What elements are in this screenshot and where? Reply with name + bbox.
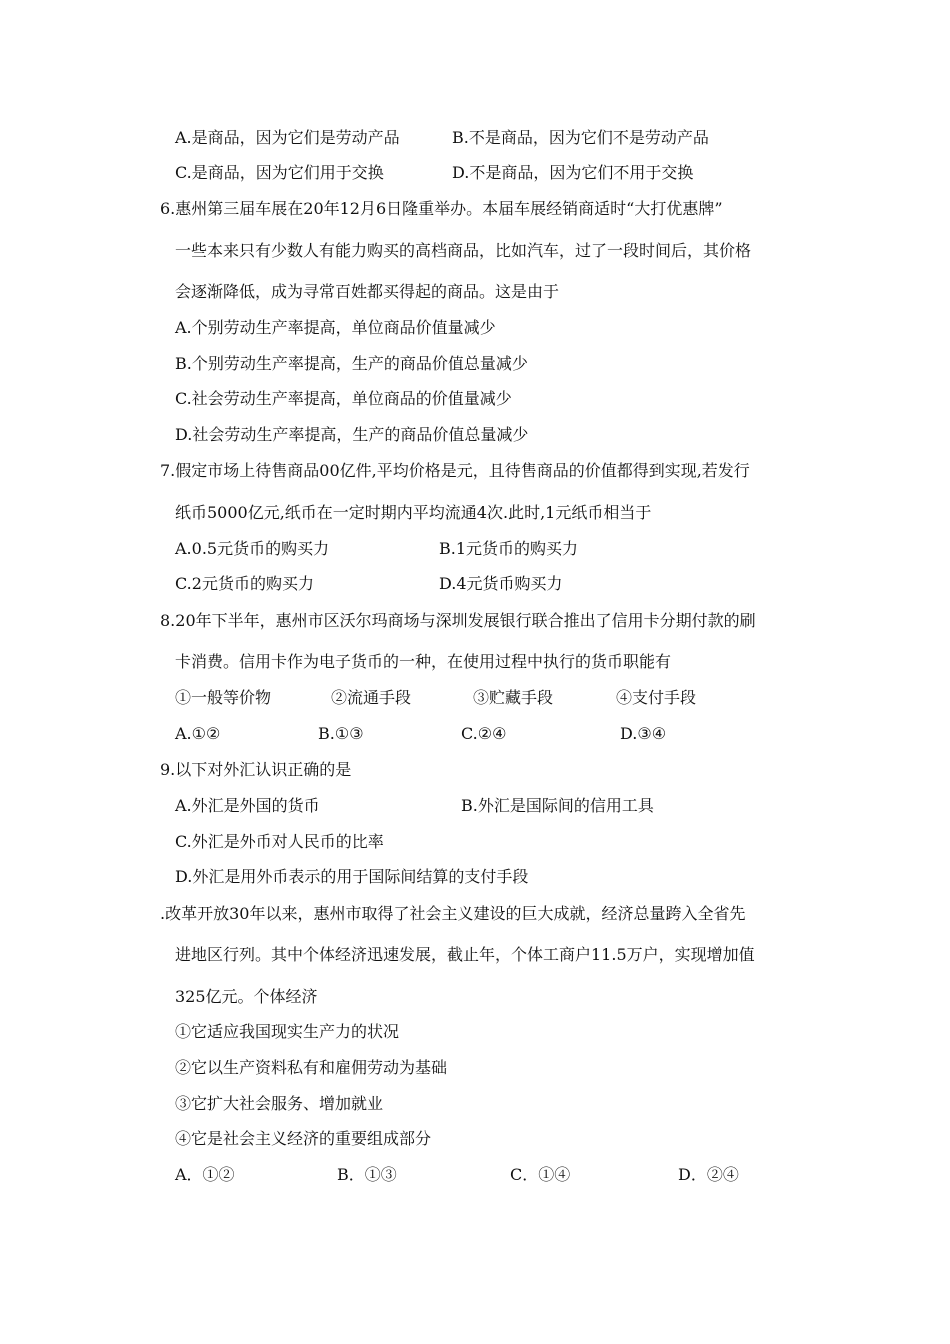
- q7-option-b: B.1元货币的购买力: [439, 539, 579, 558]
- q6-stem-line-2: 一些本来只有少数人有能力购买的高档商品，比如汽车，过了一段时间后，其价格: [175, 241, 752, 260]
- q6-stem-line-1: 6.惠州第三届车展在20年12月6日隆重举办。本届车展经销商适时“大打优惠牌”: [160, 199, 723, 218]
- q8-stem-line-2: 卡消费。信用卡作为电子货币的一种，在使用过程中执行的货币职能有: [175, 652, 672, 671]
- q8-item-4: ④支付手段: [616, 688, 697, 707]
- q8-option-d: D.③④: [620, 724, 667, 743]
- q10-item-1: ①它适应我国现实生产力的状况: [175, 1022, 400, 1041]
- q10-item-2: ②它以生产资料私有和雇佣劳动为基础: [175, 1058, 448, 1077]
- q5-options-row-2: [0, 163, 950, 183]
- q10-option-d: D．②④: [678, 1165, 739, 1184]
- q5-options-row-1: [0, 128, 950, 148]
- q6-stem-line-3: 会逐渐降低，成为寻常百姓都买得起的商品。这是由于: [175, 282, 560, 301]
- q10-option-a: A．①②: [175, 1165, 235, 1184]
- q5-option-b: B.不是商品，因为它们不是劳动产品: [452, 128, 709, 147]
- q8-item-1: ①一般等价物: [175, 688, 272, 707]
- q7-stem-line-1: 7.假定市场上待售商品00亿件,平均价格是元，且待售商品的价值都得到实现,若发行: [160, 461, 750, 480]
- q5-option-d: D.不是商品，因为它们不用于交换: [452, 163, 694, 182]
- q10-item-3: ③它扩大社会服务、增加就业: [175, 1094, 384, 1113]
- q10-item-4: ④它是社会主义经济的重要组成部分: [175, 1129, 432, 1148]
- q6-option-b: B.个别劳动生产率提高，生产的商品价值总量减少: [175, 354, 528, 373]
- q9-option-a: A.外汇是外国的货币: [175, 796, 320, 815]
- q9-stem: 9.以下对外汇认识正确的是: [160, 760, 352, 779]
- q7-option-a: A.0.5元货币的购买力: [175, 539, 330, 558]
- q6-option-d: D.社会劳动生产率提高，生产的商品价值总量减少: [175, 425, 529, 444]
- q5-option-a: A.是商品，因为它们是劳动产品: [175, 128, 400, 147]
- q8-option-c: C.②④: [461, 724, 507, 743]
- q8-stem-line-1: 8.20年下半年，惠州市区沃尔玛商场与深圳发展银行联合推出了信用卡分期付款的刷: [160, 611, 756, 630]
- q10-option-b: B．①③: [337, 1165, 397, 1184]
- q7-option-c: C.2元货币的购买力: [175, 574, 314, 593]
- q9-option-b: B.外汇是国际间的信用工具: [461, 796, 654, 815]
- q6-option-c: C.社会劳动生产率提高，单位商品的价值量减少: [175, 389, 512, 408]
- q7-option-d: D.4元货币购买力: [439, 574, 563, 593]
- q10-option-c: C．①④: [510, 1165, 571, 1184]
- q6-option-a: A.个别劳动生产率提高，单位商品价值量减少: [175, 318, 496, 337]
- q10-stem-line-3: 325亿元。个体经济: [175, 987, 318, 1006]
- q10-stem-line-2: 进地区行列。其中个体经济迅速发展，截止年，个体工商户11.5万户，实现增加值: [175, 945, 755, 964]
- q9-option-d: D.外汇是用外币表示的用于国际间结算的支付手段: [175, 867, 529, 886]
- q8-item-3: ③贮藏手段: [473, 688, 554, 707]
- q5-option-c: C.是商品，因为它们用于交换: [175, 163, 384, 182]
- q8-option-b: B.①③: [318, 724, 364, 743]
- q7-stem-line-2: 纸币5000亿元,纸币在一定时期内平均流通4次.此时,1元纸币相当于: [175, 503, 652, 522]
- q10-stem-line-1: .改革开放30年以来，惠州市取得了社会主义建设的巨大成就，经济总量跨入全省先: [160, 904, 746, 923]
- q8-option-a: A.①②: [175, 724, 221, 743]
- q8-item-2: ②流通手段: [331, 688, 412, 707]
- q9-option-c: C.外汇是外币对人民币的比率: [175, 832, 384, 851]
